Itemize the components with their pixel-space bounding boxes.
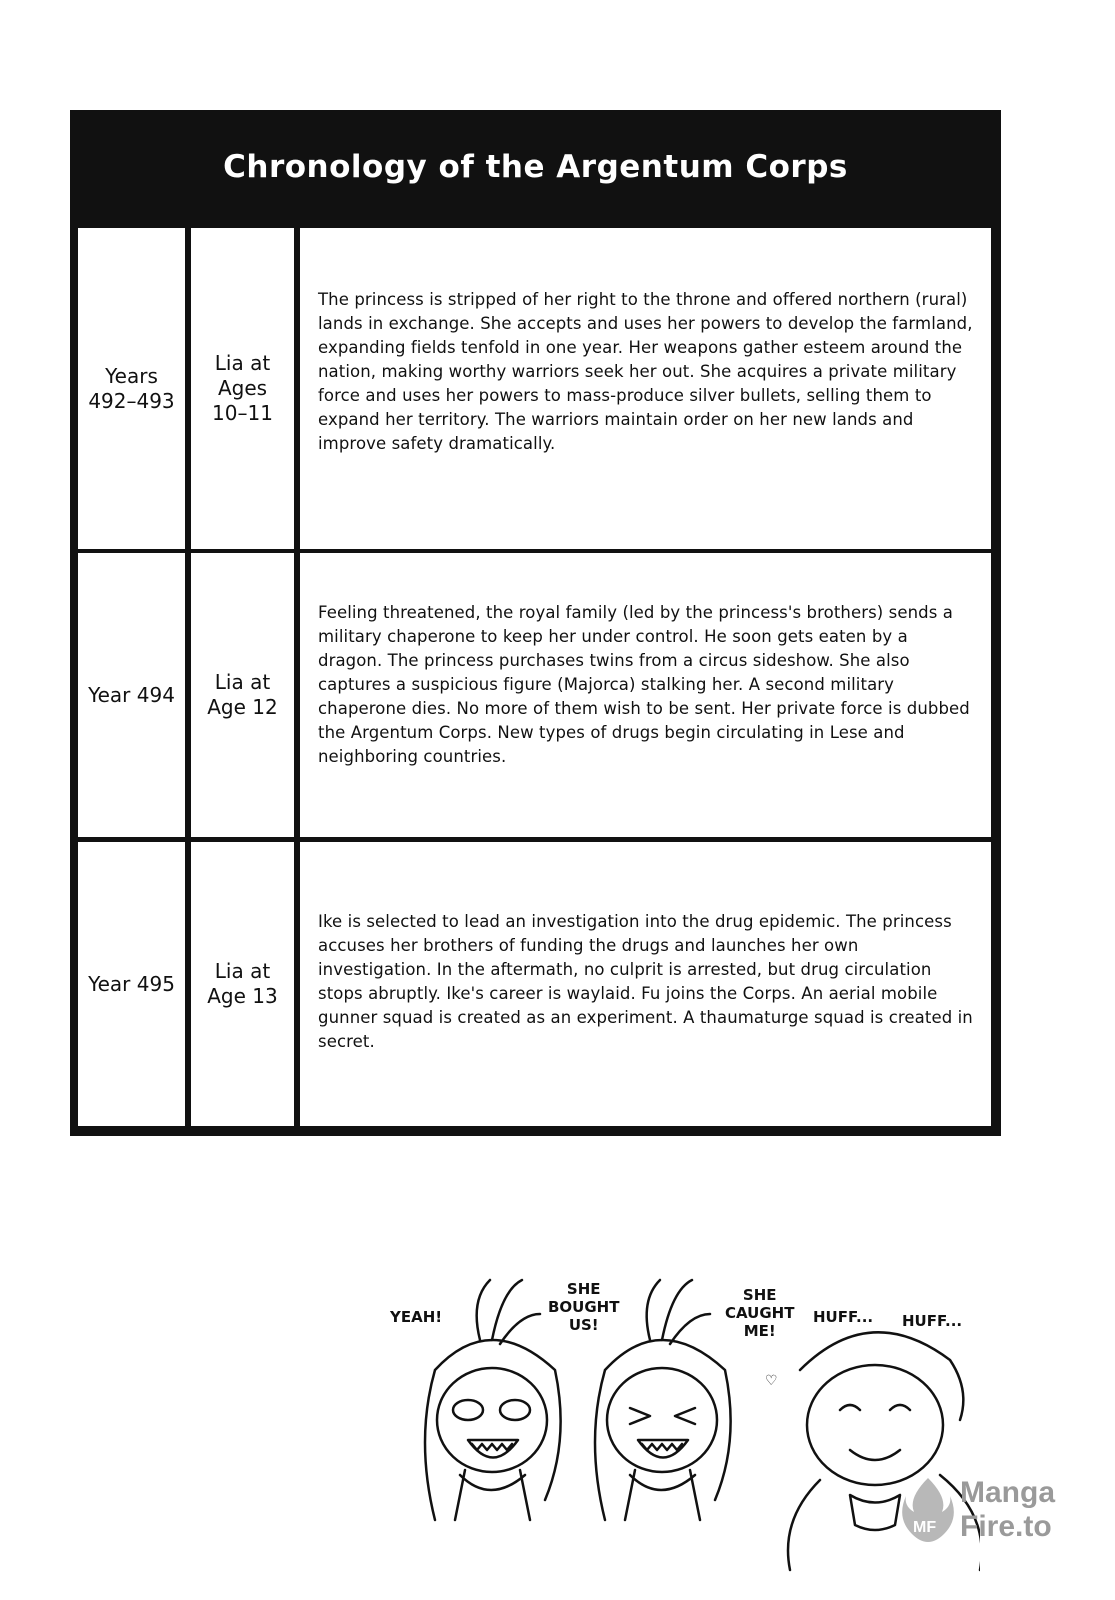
row-3-description-text: Ike is selected to lead an investigation into the drug epidemic. The princess accuses her brothers of funding the drugs and launches her own investigation. In the aftermath, no culprit is arrested, but drug circulation stops abruptly. Ike's career is waylaid. Fu joins the Corps. An aerial mobile gunner squad is created as an experiment. A thaumaturge squad is created in secret. bbox=[318, 912, 973, 1051]
chibi-illustration bbox=[380, 1260, 980, 1580]
row-2-description-text: Feeling threatened, the royal family (led by the princess's brothers) sends a military chaperone to keep her under control. He soon gets eaten by a dragon. The princess purchases twins from a circus sideshow. She also captures a suspicious figure (Majorca) stalking her. A second military chaperone dies. No more of them wish to be sent. Her private force is dubbed the Argentum Corps. New types of drugs begin circulating in Lese and neighboring countries. bbox=[318, 603, 970, 766]
table-title: Chronology of the Argentum Corps bbox=[223, 149, 848, 185]
flame-logo-icon bbox=[900, 1474, 956, 1544]
row-1-description-text: The princess is stripped of her right to the throne and offered northern (rural) lands in exchange. She accepts and uses her powers to develop the farmland, expanding fields tenfold in one year. Her weapons gather esteem around the nation, making worthy warriors seek her out. She acquires a private military force and uses her powers to mass-produce silver bullets, selling them to expand her territory. The warriors maintain order on her new lands and improve safety dramatically. bbox=[318, 290, 973, 453]
row-1-year: Years 492–493 bbox=[78, 228, 185, 549]
chibi-girl-left bbox=[425, 1280, 561, 1520]
chibi-girl-middle bbox=[595, 1280, 731, 1520]
row-2-age: Lia at Age 12 bbox=[191, 553, 294, 837]
row-2-description bbox=[300, 553, 991, 837]
watermark-text: Manga Fire.to bbox=[960, 1476, 1056, 1543]
row-1-description bbox=[300, 228, 991, 549]
row-3-year: Year 495 bbox=[78, 842, 185, 1126]
svg-text:MF: MF bbox=[913, 1519, 937, 1536]
sfx-huff-1: HUFF... bbox=[813, 1308, 874, 1326]
row-2-year: Year 494 bbox=[78, 553, 185, 837]
sfx-she-bought-us: SHE BOUGHT US! bbox=[548, 1280, 620, 1334]
watermark bbox=[900, 1470, 1080, 1550]
row-3-age: Lia at Age 13 bbox=[191, 842, 294, 1126]
row-3-description bbox=[300, 842, 991, 1126]
sfx-she-caught-me: SHE CAUGHT ME! bbox=[725, 1286, 795, 1340]
chronology-table bbox=[70, 110, 1001, 1136]
sfx-huff-2: HUFF... bbox=[902, 1312, 963, 1330]
row-1-age: Lia at Ages 10–11 bbox=[191, 228, 294, 549]
heart-icon: ♡ bbox=[765, 1373, 778, 1389]
chibi-drawing bbox=[380, 1260, 980, 1580]
sfx-yeah: YEAH! bbox=[390, 1308, 443, 1326]
